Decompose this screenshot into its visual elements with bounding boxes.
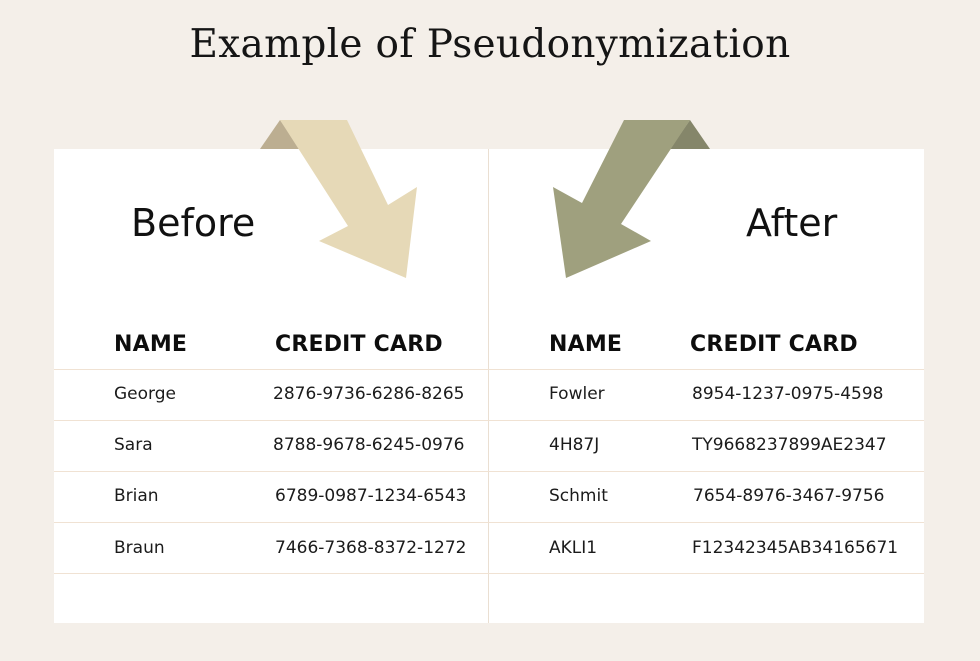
before-row-1-name: George [114, 384, 176, 404]
before-row-3-card: 6789-0987-1234-6543 [275, 486, 467, 506]
before-row-4-card: 7466-7368-8372-1272 [275, 538, 467, 558]
before-row-1-card: 2876-9736-6286-8265 [273, 384, 465, 404]
before-row-3-name: Brian [114, 486, 159, 506]
after-row-4-card: F12342345AB34165671 [692, 538, 899, 558]
before-card-header: CREDIT CARD [275, 332, 443, 357]
down-left-arrow-icon [553, 120, 710, 278]
before-name-header: NAME [114, 332, 188, 357]
after-card-header: CREDIT CARD [690, 332, 858, 357]
before-heading: Before [131, 201, 256, 245]
after-row-4-name: AKLI1 [549, 538, 598, 558]
after-row-1-card: 8954-1237-0975-4598 [692, 384, 884, 404]
after-name-header: NAME [549, 332, 623, 357]
page-title: Example of Pseudonymization [189, 22, 791, 67]
before-row-2-name: Sara [114, 435, 153, 455]
after-row-3-name: Schmit [549, 486, 608, 506]
before-row-2-card: 8788-9678-6245-0976 [273, 435, 465, 455]
after-row-2-card: TY9668237899AE2347 [692, 435, 887, 455]
after-row-2-name: 4H87J [549, 435, 600, 455]
after-row-1-name: Fowler [549, 384, 605, 404]
down-right-arrow-icon [260, 120, 417, 278]
after-row-3-card: 7654-8976-3467-9756 [693, 486, 885, 506]
after-heading: After [746, 201, 838, 245]
before-row-4-name: Braun [114, 538, 165, 558]
